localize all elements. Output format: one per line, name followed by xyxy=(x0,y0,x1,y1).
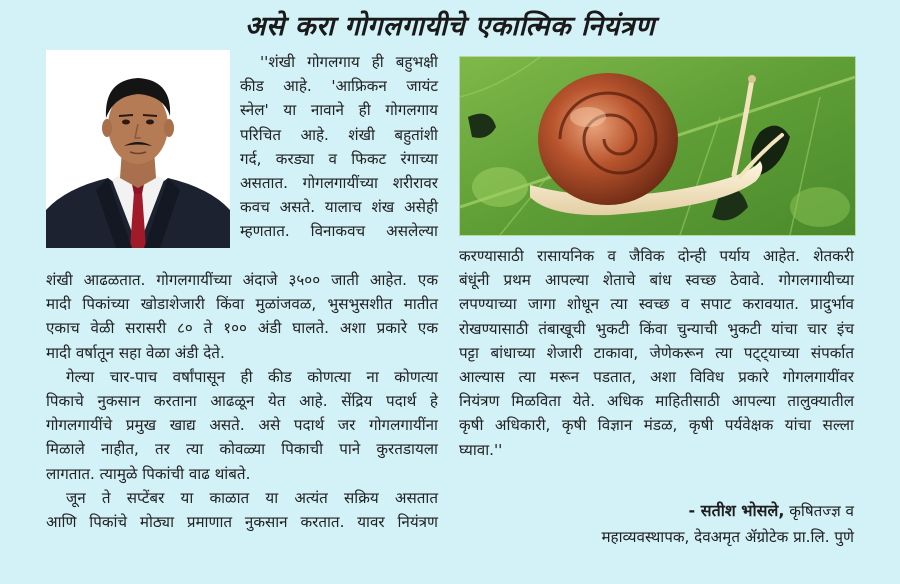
snail-photo xyxy=(459,56,856,236)
text-line: करण्यासाठी रासायनिक व जैविक दोन्ही पर्याय आहेत. शेतकरी xyxy=(459,247,854,265)
text-line: कृषी अधिकारी, कृषी विज्ञान मंडळ, कृषी पर्यवेक्षक यांचा सल्ला xyxy=(459,416,854,435)
author-name: - सतीश भोसले, xyxy=(688,501,785,520)
text-line: गोगलगायींचे प्रमुख खाद्य असते. असे पदार्थ जर गोगलगायींना xyxy=(46,416,438,435)
text-line: ''शंखी गोगलगाय ही बहुभक्षी xyxy=(260,53,438,71)
text-line: म्हणतात. विनाकवच असलेल्या xyxy=(240,222,438,241)
text-line: रोखण्यासाठी तंबाखूची भुकटी किंवा चुन्याची भुकटी यांचा चार इंच xyxy=(459,319,854,338)
author-signature xyxy=(459,498,854,550)
text-line: पिकाचे नुकसान करताना आढळून येत आहे. सेंद्रिय पदार्थ हे xyxy=(46,392,438,411)
text-line: मादी वर्षातून सहा वेळा अंडी देते. xyxy=(46,343,225,362)
text-line: आल्यास त्या मरून पडतात, अशा विविध प्रकारे गोगलगायींवर xyxy=(459,368,854,387)
author-designation: महाव्यवस्थापक, देवअमृत ॲग्रोटेक प्रा.लि. पुणे xyxy=(601,528,854,546)
text-line: मादी पिकांच्या खोडाशेजारी किंवा मुळांजवळ, भुसभुसशीत मातीत xyxy=(46,295,438,314)
text-line: आणि पिकांचे मोठ्या प्रमाणात नुकसान करतात. यावर नियंत्रण xyxy=(46,513,438,532)
text-line: शंखी आढळतात. गोगलगायींच्या अंदाजे ३५०० जाती आहेत. एक xyxy=(46,271,438,289)
column2-text xyxy=(459,244,854,462)
text-line: परिचित आहे. शंखी बहुतांशी xyxy=(240,125,438,144)
author-role: कृषितज्ज्ञ व xyxy=(784,502,854,520)
author-photo xyxy=(46,50,230,248)
text-line: जून ते सप्टेंबर या काळात या अत्यंत सक्रिय असतात xyxy=(66,488,438,507)
text-line: पट्टा बांधाच्या शेजारी टाकावा, जेणेकरून त्या पट्ट्याच्या संपर्कात xyxy=(459,343,854,362)
column1-top-text xyxy=(240,50,438,244)
text-line: स्नेल' या नावाने ही गोगलगाय xyxy=(240,101,438,120)
text-line: असतात. गोगलगायींच्या शरीरावर xyxy=(240,174,438,193)
column1-bottom-text xyxy=(46,268,438,534)
text-line: लागतात. त्यामुळे पिकांची वाढ थांबते. xyxy=(46,464,251,483)
text-line: कीड आहे. 'आफ्रिकन जायंट xyxy=(240,77,438,96)
text-line: मिळाले नाहीत, तर त्या कोवळ्या पिकाची पाने कुरतडायला xyxy=(46,440,438,459)
text-line: नियंत्रण मिळविता येते. अधिक माहितीसाठी आपल्या तालुक्यातील xyxy=(459,392,854,411)
text-line: गेल्या चार-पाच वर्षांपासून ही कीड कोणत्या ना कोणत्या xyxy=(66,367,438,386)
text-line: घ्यावा.'' xyxy=(459,440,503,459)
text-line: कवच असते. यालाच शंख असेही xyxy=(240,198,438,217)
signature-line-1 xyxy=(459,498,854,524)
text-line: एकाच वेळी सरासरी ८० ते १०० अंडी घालते. अशा प्रकारे एक xyxy=(46,319,438,338)
text-line: गर्द, करड्या व फिकट रंगाच्या xyxy=(240,149,438,168)
article-title: असे करा गोगलगायीचे एकात्मिक नियंत्रण xyxy=(244,11,656,42)
text-line: लपण्याच्या जागा शोधून त्या स्वच्छ व सपाट करावयात. प्रादुर्भाव xyxy=(459,295,854,314)
text-line: बंधूंनी प्रथम आपल्या शेताचे बांध स्वच्छ ठेवावे. गोगलगायीच्या xyxy=(459,271,854,290)
